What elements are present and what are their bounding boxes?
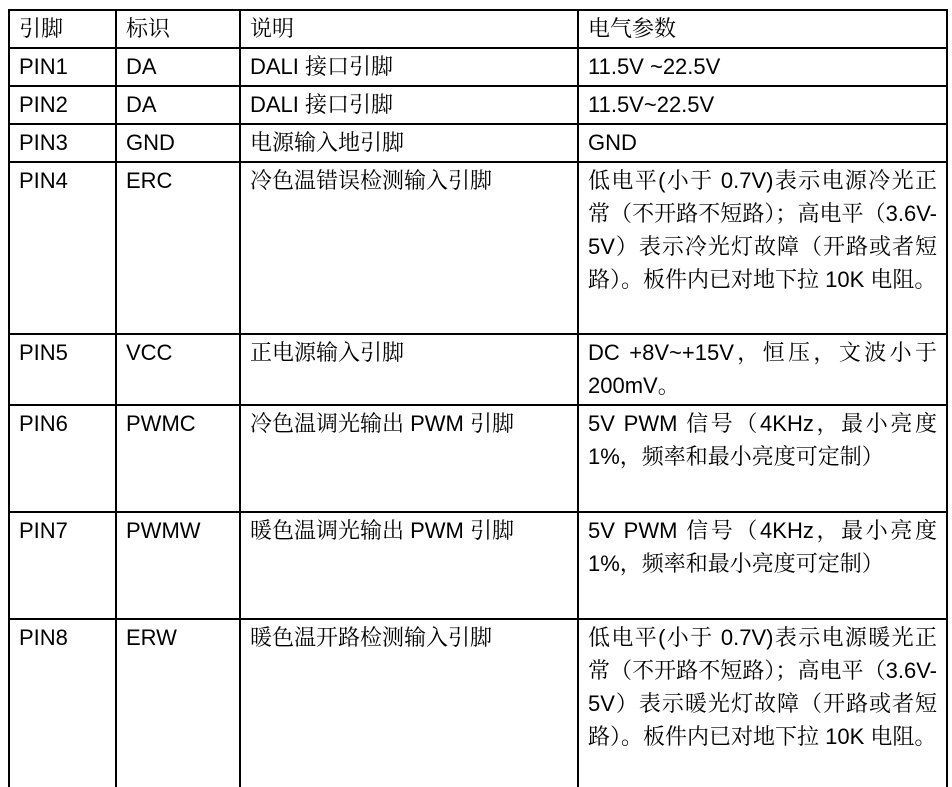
cell-pin: PIN2	[9, 86, 116, 124]
cell-label: DA	[116, 86, 240, 124]
header-pin: 引脚	[9, 10, 116, 48]
cell-description: 暖色温开路检测输入引脚	[240, 619, 578, 787]
header-label: 标识	[116, 10, 240, 48]
cell-params: 11.5V ~22.5V	[578, 48, 947, 86]
cell-description: 电源输入地引脚	[240, 124, 578, 162]
table-row	[9, 10, 947, 48]
table-row	[9, 162, 947, 334]
cell-params: GND	[578, 124, 947, 162]
header-description: 说明	[240, 10, 578, 48]
cell-label: VCC	[116, 334, 240, 405]
cell-label: DA	[116, 48, 240, 86]
cell-description: 正电源输入引脚	[240, 334, 578, 405]
cell-label: PWMW	[116, 512, 240, 619]
table-row	[9, 124, 947, 162]
cell-params: 5V PWM 信号（4KHz，最小亮度 1%，频率和最小亮度可定制）	[578, 405, 947, 512]
cell-pin: PIN5	[9, 334, 116, 405]
cell-description: DALI 接口引脚	[240, 48, 578, 86]
pin-definition-table	[8, 9, 948, 787]
table-row	[9, 334, 947, 405]
cell-description: DALI 接口引脚	[240, 86, 578, 124]
cell-pin: PIN7	[9, 512, 116, 619]
table-row	[9, 86, 947, 124]
table-row	[9, 619, 947, 787]
table-row	[9, 512, 947, 619]
cell-params: 11.5V~22.5V	[578, 86, 947, 124]
table-row	[9, 48, 947, 86]
cell-label: GND	[116, 124, 240, 162]
cell-params: 低电平(小于 0.7V)表示电源暖光正常（不开路不短路）；高电平（3.6V-5V）表示暖光灯故障（开路或者短路）。板件内已对地下拉 10K 电阻。	[578, 619, 947, 787]
cell-pin: PIN8	[9, 619, 116, 787]
cell-description: 暖色温调光输出 PWM 引脚	[240, 512, 578, 619]
cell-pin: PIN6	[9, 405, 116, 512]
header-params: 电气参数	[578, 10, 947, 48]
cell-label: PWMC	[116, 405, 240, 512]
cell-label: ERC	[116, 162, 240, 334]
cell-params: DC +8V~+15V，恒压，文波小于 200mV。	[578, 334, 947, 405]
cell-params: 5V PWM 信号（4KHz，最小亮度 1%，频率和最小亮度可定制）	[578, 512, 947, 619]
cell-description: 冷色温调光输出 PWM 引脚	[240, 405, 578, 512]
cell-label: ERW	[116, 619, 240, 787]
cell-pin: PIN3	[9, 124, 116, 162]
table-header-row	[9, 10, 947, 48]
cell-pin: PIN4	[9, 162, 116, 334]
cell-params: 低电平(小于 0.7V)表示电源冷光正常（不开路不短路）；高电平（3.6V-5V）表示冷光灯故障（开路或者短路）。板件内已对地下拉 10K 电阻。	[578, 162, 947, 334]
cell-description: 冷色温错误检测输入引脚	[240, 162, 578, 334]
table-row	[9, 405, 947, 512]
cell-pin: PIN1	[9, 48, 116, 86]
